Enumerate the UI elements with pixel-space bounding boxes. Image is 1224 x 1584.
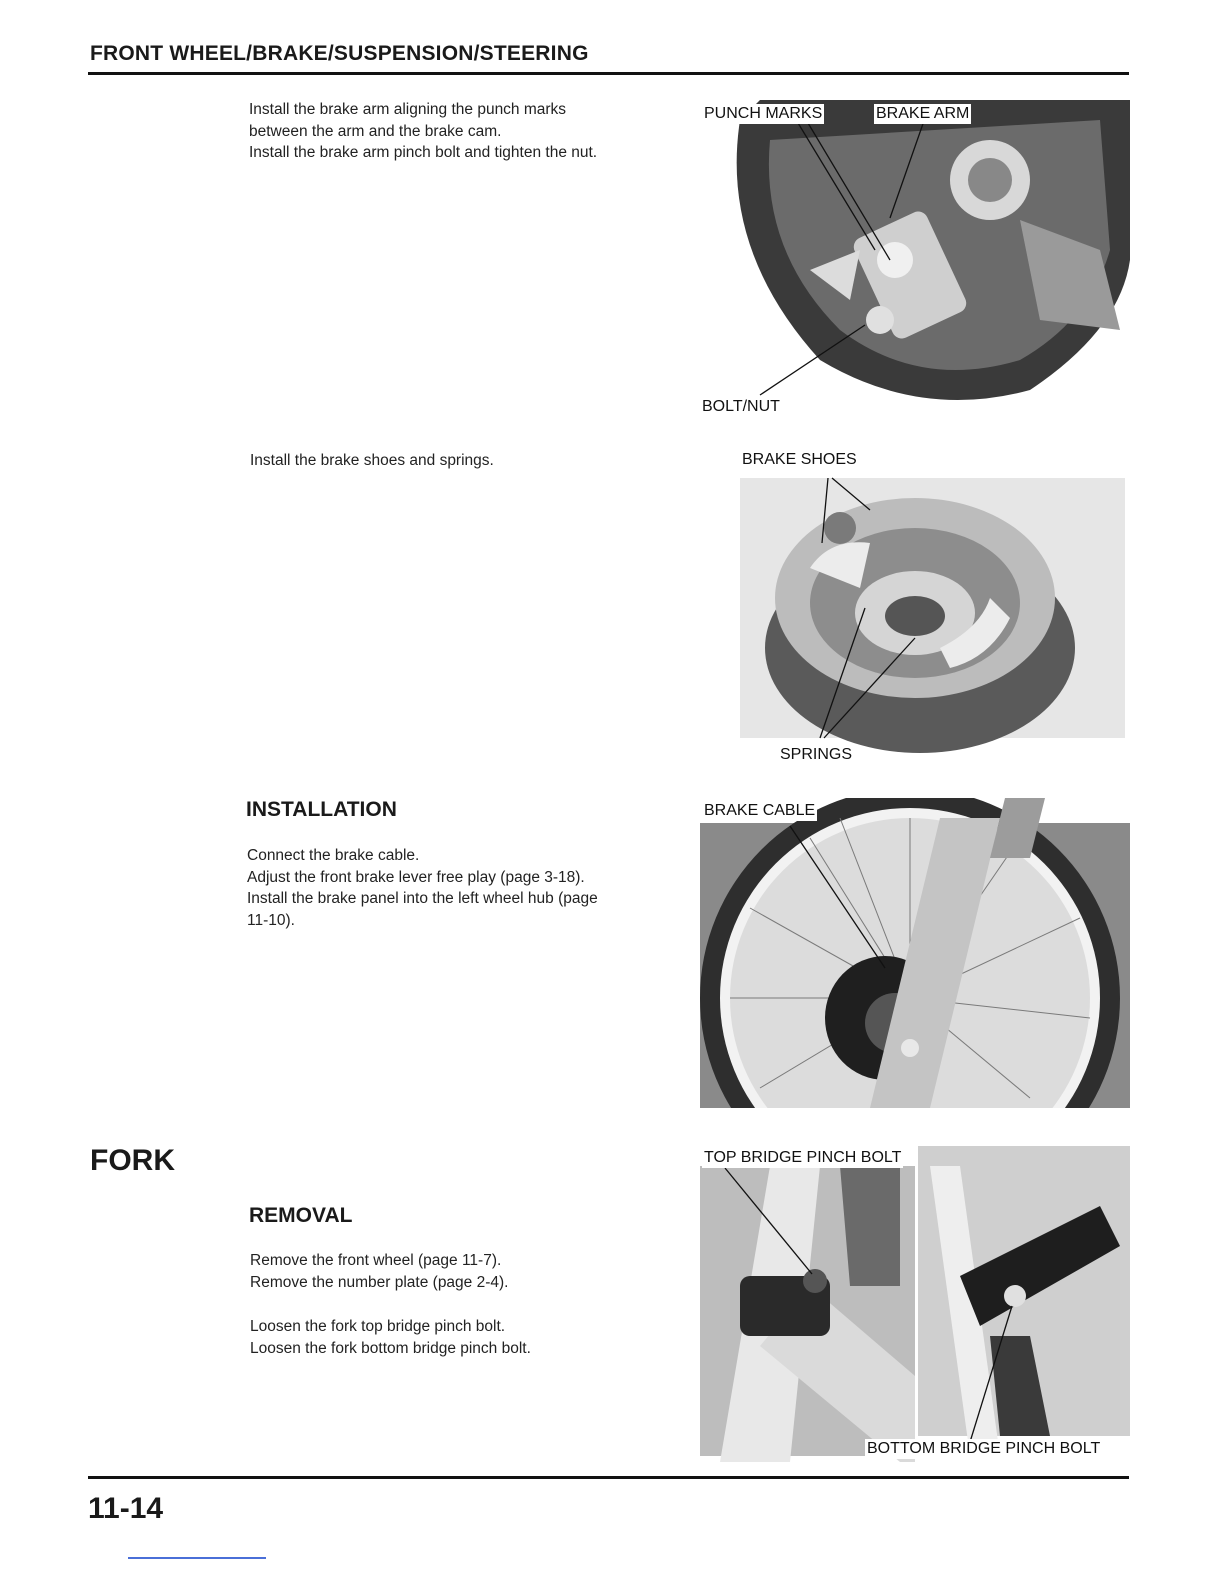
removal-instructions-2: Loosen the fork top bridge pinch bolt. Loosen the fork bottom bridge pinch bolt. [250, 1318, 531, 1357]
removal-heading: REMOVAL [249, 1204, 353, 1227]
label-bottom-bridge-pinch-bolt: BOTTOM BRIDGE PINCH BOLT [867, 1440, 1101, 1457]
removal-instructions-1: Remove the front wheel (page 11-7). Remove the number plate (page 2-4). [250, 1252, 509, 1291]
brake-shoes-instructions: Install the brake shoes and springs. [250, 452, 494, 469]
page-number: 11-14 [88, 1492, 164, 1525]
label-brake-shoes: BRAKE SHOES [742, 451, 857, 468]
installation-heading: INSTALLATION [246, 798, 397, 821]
label-brake-cable: BRAKE CABLE [704, 802, 816, 819]
brake-cable-photo [700, 798, 1130, 1108]
fork-heading: FORK [90, 1144, 175, 1177]
fork-pinch-bolt-photo [700, 1146, 1130, 1462]
label-springs: SPRINGS [780, 746, 853, 763]
label-bolt-nut: BOLT/NUT [702, 398, 780, 415]
footer-link-underline [128, 1557, 266, 1559]
brake-arm-photo [700, 100, 1130, 415]
installation-instructions: Connect the brake cable. Adjust the front brake lever free play (page 3-18). Install the brake panel into the left wheel hub (page 11-10). [247, 847, 598, 929]
header-rule [88, 72, 1129, 75]
label-top-bridge-pinch-bolt: TOP BRIDGE PINCH BOLT [704, 1149, 902, 1166]
brake-shoes-photo [740, 448, 1125, 768]
label-punch-marks: PUNCH MARKS [704, 105, 823, 122]
page-header-title: FRONT WHEEL/BRAKE/SUSPENSION/STEERING [90, 42, 589, 65]
label-brake-arm: BRAKE ARM [876, 105, 970, 122]
brake-arm-instructions: Install the brake arm aligning the punch marks between the arm and the brake cam. Install the brake arm pinch bolt and tighten the nut. [249, 101, 598, 161]
footer-rule [88, 1476, 1129, 1479]
